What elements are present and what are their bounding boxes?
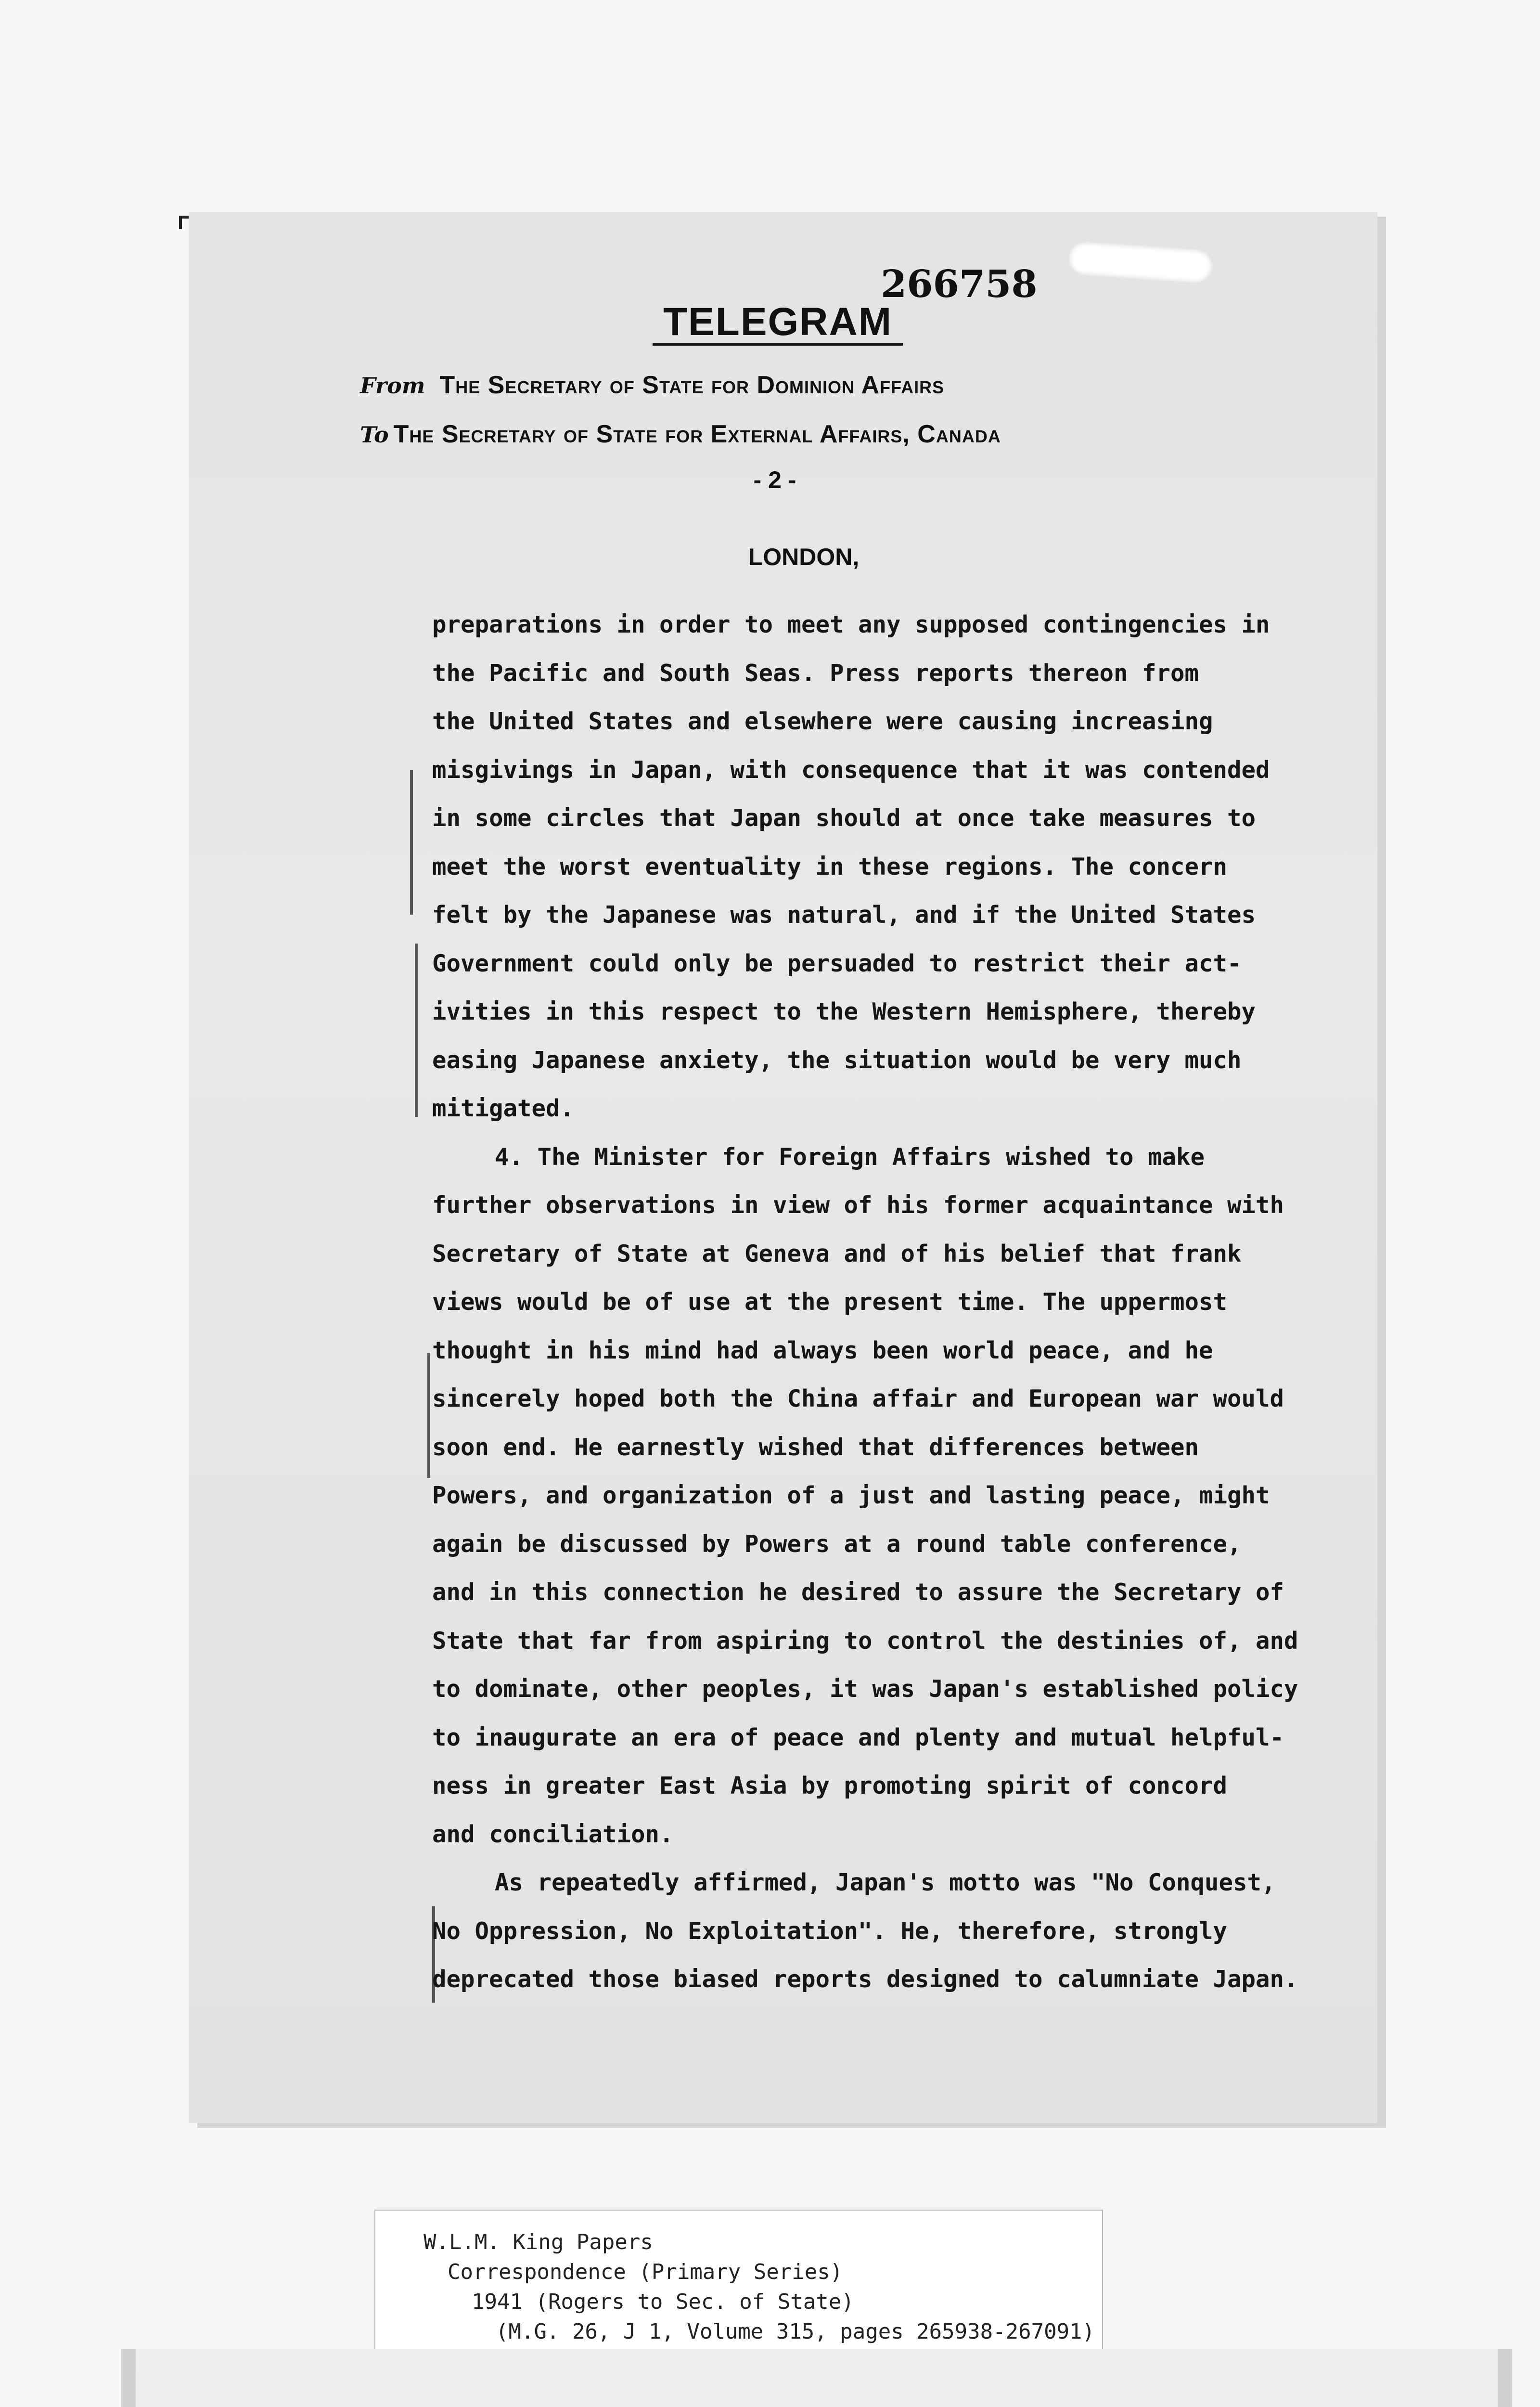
body-line: felt by the Japanese was natural, and if the United States <box>432 901 1256 929</box>
body-line: No Oppression, No Exploitation". He, therefore, strongly <box>432 1917 1228 1945</box>
body-line: preparations in order to meet any supposed contingencies in <box>432 611 1270 638</box>
body-line: views would be of use at the present time. The uppermost <box>432 1288 1228 1316</box>
archives-stamp <box>121 2349 1512 2407</box>
document-number: 266758 <box>881 262 1038 306</box>
body-line: ness in greater East Asia by promoting spirit of concord <box>432 1772 1228 1799</box>
body-line: As repeatedly affirmed, Japan's motto was "No Conquest, <box>495 1869 1276 1896</box>
body-line: the United States and elsewhere were causing increasing <box>432 708 1213 735</box>
body-line: mitigated. <box>432 1095 575 1122</box>
body-line: to inaugurate an era of peace and plenty and mutual helpful- <box>432 1723 1284 1751</box>
body-line: again be discussed by Powers at a round table conference, <box>432 1530 1242 1558</box>
body-line: Powers, and organization of a just and lasting peace, might <box>432 1482 1270 1509</box>
to-prefix: To <box>360 422 389 448</box>
body-line: sincerely hoped both the China affair and European war would <box>432 1385 1284 1412</box>
place-of-origin: LONDON, <box>748 544 860 570</box>
body-line: in some circles that Japan should at once take measures to <box>432 804 1256 832</box>
margin-mark-1 <box>410 770 413 915</box>
body-line: to dominate, other peoples, it was Japan's established policy <box>432 1675 1298 1703</box>
body-line: Secretary of State at Geneva and of his belief that frank <box>432 1240 1242 1268</box>
from-line <box>360 371 944 400</box>
telegram-title: TELEGRAM <box>653 302 903 346</box>
body-line: and conciliation. <box>432 1820 674 1848</box>
telegram-body <box>432 601 1327 2004</box>
body-line: 4. The Minister for Foreign Affairs wished to make <box>495 1143 1205 1171</box>
from-text: The Secretary of State for Dominion Affairs <box>439 371 945 399</box>
body-line: State that far from aspiring to control the destinies of, and <box>432 1627 1298 1655</box>
to-line <box>360 420 1001 449</box>
body-line: ivities in this respect to the Western Hemisphere, thereby <box>432 998 1256 1025</box>
finding-aid-line-2: Correspondence (Primary Series) <box>448 2260 843 2284</box>
finding-aid-line-1: W.L.M. King Papers <box>424 2230 653 2254</box>
body-line: soon end. He earnestly wished that differences between <box>432 1433 1199 1461</box>
finding-aid-line-3: 1941 (Rogers to Sec. of State) <box>472 2290 854 2314</box>
margin-mark-3 <box>427 1353 430 1478</box>
body-line: misgivings in Japan, with consequence that it was contended <box>432 756 1270 784</box>
body-line: easing Japanese anxiety, the situation would be very much <box>432 1046 1242 1074</box>
page-number: - 2 - <box>753 466 796 493</box>
body-line: thought in his mind had always been world peace, and he <box>432 1336 1213 1364</box>
finding-aid-label <box>374 2210 1103 2366</box>
body-line: meet the worst eventuality in these regions. The concern <box>432 853 1228 880</box>
body-line: and in this connection he desired to assure the Secretary of <box>432 1579 1284 1606</box>
to-text: The Secretary of State for External Affairs, Canada <box>393 420 1001 448</box>
body-line: deprecated those biased reports designed to calumniate Japan. <box>432 1966 1298 1993</box>
margin-mark-2 <box>415 944 418 1117</box>
body-line: the Pacific and South Seas. Press reports thereon from <box>432 659 1199 687</box>
body-line: Government could only be persuaded to restrict their act- <box>432 949 1242 977</box>
from-prefix: From <box>360 373 425 399</box>
finding-aid-line-4: (M.G. 26, J 1, Volume 315, pages 265938-267091) <box>496 2319 1095 2344</box>
body-line: further observations in view of his former acquaintance with <box>432 1191 1284 1219</box>
